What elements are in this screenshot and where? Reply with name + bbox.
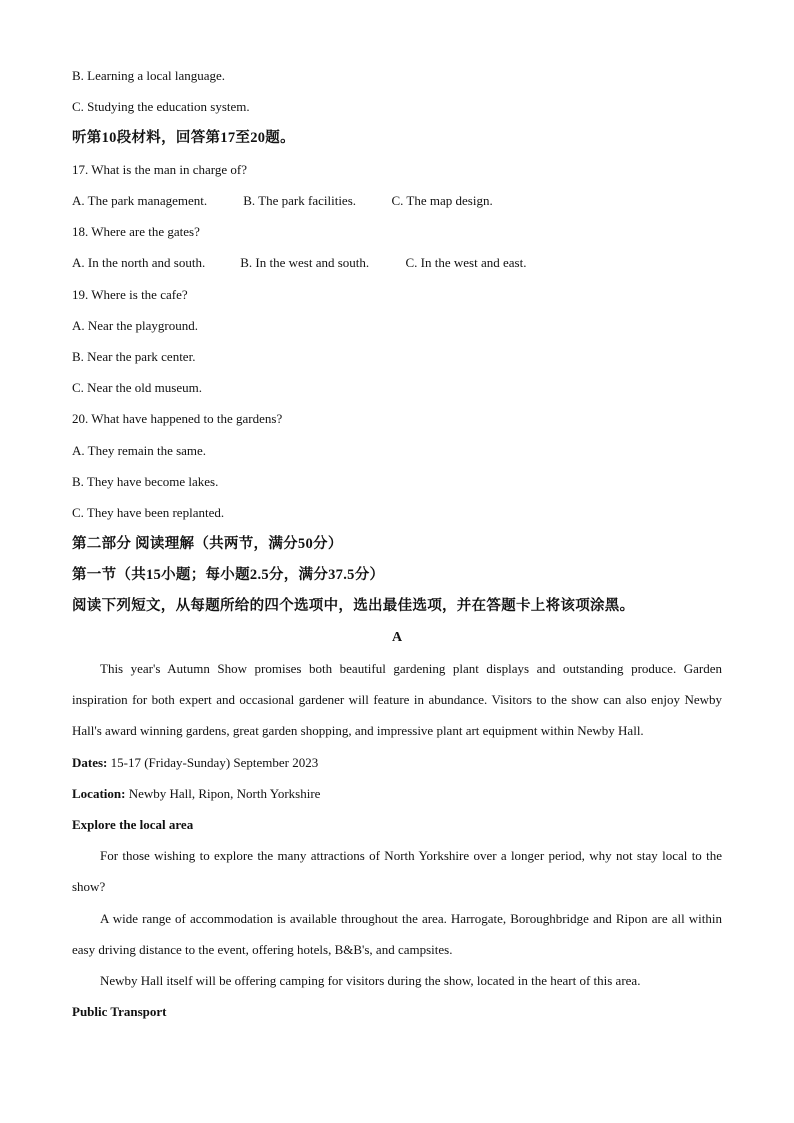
q18-option-c: C. In the west and east.: [405, 255, 527, 270]
q16-option-c: C. Studying the education system.: [72, 99, 250, 114]
part2-heading: 第二部分 阅读理解（共两节，满分50分）: [72, 536, 343, 552]
dates-label: Dates:: [72, 755, 108, 770]
q20-stem: 20. What have happened to the gardens?: [72, 411, 283, 426]
explore-heading: Explore the local area: [72, 817, 194, 832]
passage-intro: This year's Autumn Show promises both beautiful gardening plant displays and outstanding produce. Garden inspiration for both expert and occasional gardener will feature in abundance. Visitors to the show can also enjoy Newby Hall's award winning gardens, great garden shopping, and impressive plant art equipment within Newby Hall.: [72, 661, 722, 738]
location-label: Location:: [72, 786, 126, 801]
q18-stem: 18. Where are the gates?: [72, 224, 200, 239]
q17-option-a: A. The park management.: [72, 193, 208, 208]
explore-paragraph-1: For those wishing to explore the many attractions of North Yorkshire over a longer period, why not stay local to the show?: [72, 848, 722, 894]
q18-options: [72, 255, 526, 271]
dates-line: [72, 755, 318, 771]
q20-option-b: B. They have become lakes.: [72, 474, 219, 489]
location-value: Newby Hall, Ripon, North Yorkshire: [125, 786, 321, 801]
q18-option-b: B. In the west and south.: [240, 255, 370, 270]
explore-paragraph-2: A wide range of accommodation is available throughout the area. Harrogate, Boroughbridge and Ripon are all within easy driving distance to the event, offering hotels, B&B's, and campsites.: [72, 911, 722, 957]
q17-option-c: C. The map design.: [391, 193, 493, 208]
q17-stem: 17. What is the man in charge of?: [72, 162, 247, 177]
location-line: [72, 786, 320, 802]
section1-heading: 第一节（共15小题；每小题2.5分，满分37.5分）: [72, 567, 385, 583]
dates-value: 15-17 (Friday-Sunday) September 2023: [107, 755, 319, 770]
q19-stem: 19. Where is the cafe?: [72, 287, 188, 302]
q19-option-a: A. Near the playground.: [72, 318, 198, 333]
q18-option-a: A. In the north and south.: [72, 255, 206, 270]
q19-option-b: B. Near the park center.: [72, 349, 196, 364]
instruction: 阅读下列短文，从每题所给的四个选项中，选出最佳选项，并在答题卡上将该项涂黑。: [72, 598, 635, 614]
q17-option-b: B. The park facilities.: [243, 193, 357, 208]
transport-heading: Public Transport: [72, 1004, 167, 1019]
section10-heading: 听第10段材料，回答第17至20题。: [72, 130, 295, 146]
q19-option-c: C. Near the old museum.: [72, 380, 202, 395]
q20-option-a: A. They remain the same.: [72, 443, 207, 458]
q17-options: [72, 193, 493, 209]
explore-paragraph-3: Newby Hall itself will be offering camping for visitors during the show, located in the heart of this area.: [100, 973, 641, 988]
passage-letter: A: [391, 630, 403, 645]
q16-option-b: B. Learning a local language.: [72, 68, 226, 83]
q20-option-c: C. They have been replanted.: [72, 505, 225, 520]
